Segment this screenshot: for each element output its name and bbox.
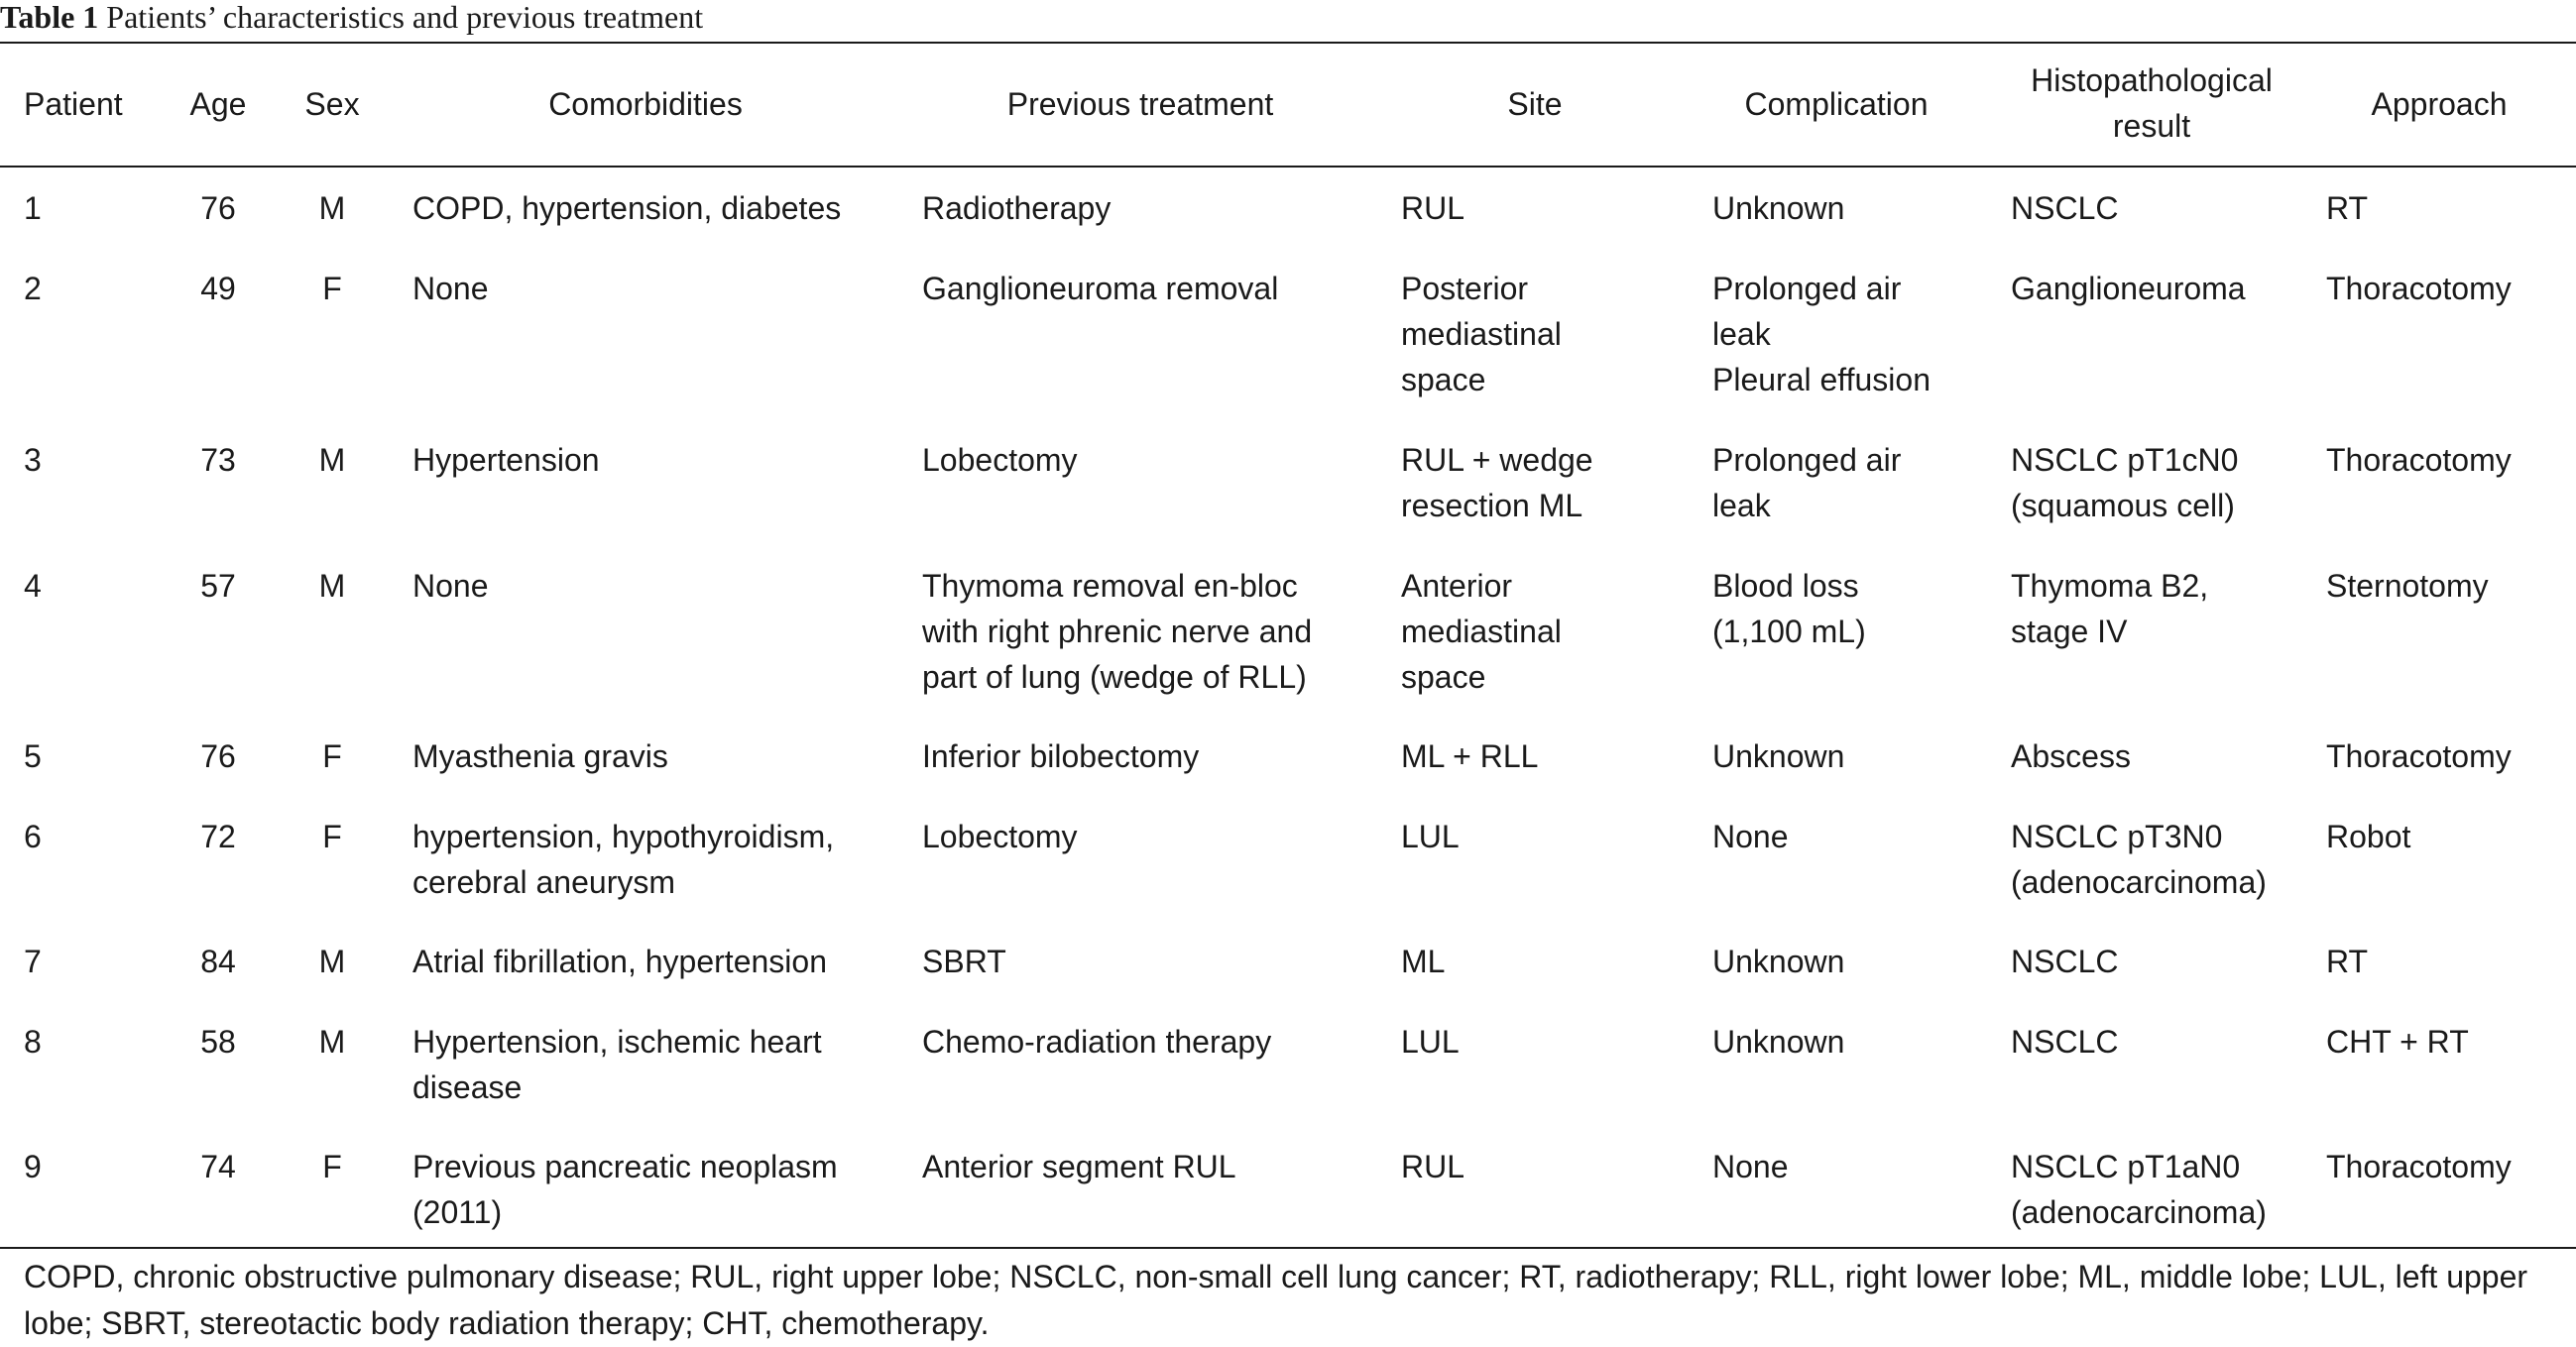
cell-line: CHT + RT [2326,1024,2469,1060]
cell-line: Anterior segment RUL [922,1149,1236,1184]
cell-age [178,437,258,483]
cell-sex [297,733,367,779]
cell-line: Hypertension, ischemic heart [412,1024,822,1060]
cell-line: Previous pancreatic neoplasm [412,1149,838,1184]
cell-line: M [318,944,346,979]
cell-line: COPD, hypertension, diabetes [412,190,842,226]
cell-line: (adenocarcinoma) [2011,1194,2267,1230]
cell-line: 73 [200,442,236,478]
cell-age [178,1019,258,1065]
cell-line: M [318,568,346,604]
cell-site [1401,185,1698,231]
cell-line: hypertension, hypothyroidism, [412,819,835,854]
cell-line: None [412,568,489,604]
cell-comorbidities [412,266,888,311]
cell-line: Pleural effusion [1712,362,1931,397]
cell-line: with right phrenic nerve and [922,614,1313,649]
cell-line: RUL [1401,190,1465,226]
column-header-line: Sex [304,86,360,122]
column-header-line: Age [189,86,247,122]
cell-line: Thymoma B2, [2011,568,2209,604]
cell-comorbidities [412,733,888,779]
cell-line: 57 [200,568,236,604]
cell-line: 76 [200,738,236,774]
cell-comorbidities [412,814,888,905]
cell-line: 1 [24,190,42,226]
cell-line: Abscess [2011,738,2131,774]
cell-line: Thoracotomy [2326,442,2512,478]
cell-histopathological-result [2011,185,2308,231]
cell-line: Anterior [1401,568,1513,604]
cell-sex [297,185,367,231]
column-header-line: Histopathological [2031,62,2273,98]
cell-line: part of lung (wedge of RLL) [922,659,1307,695]
header-rule [0,166,2576,168]
cell-line: Radiotherapy [922,190,1112,226]
cell-previous-treatment [922,939,1388,984]
cell-line: (squamous cell) [2011,488,2235,523]
cell-patient [24,185,163,231]
top-rule [0,42,2576,44]
cell-line: F [322,271,342,306]
column-header-line: Approach [2371,86,2508,122]
cell-histopathological-result [2011,814,2308,905]
cell-complication [1712,437,2000,528]
cell-line: F [322,738,342,774]
cell-line: 9 [24,1149,42,1184]
column-header-line: result [2112,108,2191,144]
cell-line: 8 [24,1024,42,1060]
cell-age [178,939,258,984]
cell-age [178,185,258,231]
column-header-previous-treatment [922,81,1358,127]
cell-line: ML + RLL [1401,738,1539,774]
cell-line: LUL [1401,1024,1460,1060]
cell-line: 74 [200,1149,236,1184]
cell-site [1401,437,1698,528]
cell-line: NSCLC [2011,944,2119,979]
cell-previous-treatment [922,266,1388,311]
cell-previous-treatment [922,1019,1388,1065]
column-header-line: Comorbidities [548,86,743,122]
cell-previous-treatment [922,185,1388,231]
cell-line: (2011) [412,1194,503,1230]
cell-line: F [322,1149,342,1184]
cell-line: 5 [24,738,42,774]
cell-line: RT [2326,944,2369,979]
cell-approach [2326,563,2564,609]
cell-approach [2326,939,2564,984]
cell-line: space [1401,362,1486,397]
cell-line: Ganglioneuroma [2011,271,2246,306]
column-header-line: Patient [24,86,123,122]
cell-comorbidities [412,437,888,483]
cell-line: Unknown [1712,738,1845,774]
cell-line: NSCLC [2011,1024,2119,1060]
cell-line: F [322,819,342,854]
column-header-approach [2320,81,2558,127]
cell-complication [1712,1144,2000,1189]
cell-line: Robot [2326,819,2411,854]
cell-histopathological-result [2011,733,2308,779]
cell-age [178,563,258,609]
column-header-site [1401,81,1669,127]
cell-complication [1712,939,2000,984]
cell-line: LUL [1401,819,1460,854]
cell-patient [24,939,163,984]
cell-line: NSCLC [2011,190,2119,226]
cell-comorbidities [412,1019,888,1110]
cell-sex [297,563,367,609]
cell-site [1401,733,1698,779]
cell-line: Lobectomy [922,442,1078,478]
cell-line: Prolonged air [1712,442,1902,478]
cell-histopathological-result [2011,1144,2308,1235]
cell-line: leak [1712,488,1771,523]
cell-line: Posterior [1401,271,1529,306]
cell-line: 2 [24,271,42,306]
cell-approach [2326,1019,2564,1065]
cell-line: Ganglioneuroma removal [922,271,1279,306]
cell-line: disease [412,1069,523,1105]
cell-line: 58 [200,1024,236,1060]
cell-line: 72 [200,819,236,854]
cell-line: Chemo-radiation therapy [922,1024,1272,1060]
cell-line: 84 [200,944,236,979]
column-header-age [178,81,258,127]
cell-age [178,266,258,311]
cell-patient [24,437,163,483]
cell-line: 7 [24,944,42,979]
cell-patient [24,266,163,311]
cell-sex [297,939,367,984]
cell-patient [24,814,163,859]
cell-line: RT [2326,190,2369,226]
cell-sex [297,266,367,311]
cell-histopathological-result [2011,1019,2308,1065]
cell-line: NSCLC pT1cN0 [2011,442,2239,478]
bottom-rule [0,1247,2576,1249]
cell-previous-treatment [922,437,1388,483]
column-header-line: Site [1507,86,1563,122]
cell-comorbidities [412,939,888,984]
cell-line: 3 [24,442,42,478]
cell-line: 4 [24,568,42,604]
cell-age [178,1144,258,1189]
cell-site [1401,563,1698,700]
cell-sex [297,1019,367,1065]
cell-age [178,814,258,859]
cell-approach [2326,437,2564,483]
cell-site [1401,266,1698,402]
cell-patient [24,733,163,779]
cell-site [1401,939,1698,984]
cell-complication [1712,733,2000,779]
cell-site [1401,1019,1698,1065]
cell-line: None [1712,1149,1789,1184]
column-header-sex [297,81,367,127]
column-header-comorbidities [412,81,878,127]
cell-patient [24,1144,163,1189]
cell-line: Thoracotomy [2326,271,2512,306]
cell-approach [2326,1144,2564,1189]
cell-line: ML [1401,944,1446,979]
cell-line: Atrial fibrillation, hypertension [412,944,827,979]
cell-site [1401,814,1698,859]
column-header-complication [1712,81,1960,127]
cell-line: Prolonged air [1712,271,1902,306]
cell-sex [297,437,367,483]
cell-line: SBRT [922,944,1006,979]
cell-sex [297,1144,367,1189]
table-footnote: COPD, chronic obstructive pulmonary disease; RUL, right upper lobe; NSCLC, non-small cell lung cancer; RT, radiotherapy; RLL, right lower lobe; ML, middle lobe; LUL, left upper lobe; SBRT, stereotactic body radiation therapy; CHT, chemotherapy. [24,1259,2528,1341]
cell-line: Hypertension [412,442,600,478]
cell-line: Inferior bilobectomy [922,738,1200,774]
cell-comorbidities [412,563,888,609]
column-header-line: Previous treatment [1006,86,1274,122]
cell-line: NSCLC pT1aN0 [2011,1149,2241,1184]
cell-line: mediastinal [1401,614,1562,649]
table-caption-text: Patients’ characteristics and previous treatment [106,0,704,35]
cell-line: M [318,442,346,478]
cell-previous-treatment [922,1144,1388,1189]
cell-line: RUL + wedge [1401,442,1593,478]
cell-previous-treatment [922,563,1388,700]
cell-previous-treatment [922,733,1388,779]
cell-line: NSCLC pT3N0 [2011,819,2223,854]
cell-line: M [318,1024,346,1060]
cell-site [1401,1144,1698,1189]
cell-histopathological-result [2011,437,2308,528]
cell-histopathological-result [2011,939,2308,984]
cell-complication [1712,1019,2000,1065]
cell-approach [2326,266,2564,311]
cell-patient [24,563,163,609]
cell-complication [1712,185,2000,231]
cell-line: 76 [200,190,236,226]
cell-line: Unknown [1712,190,1845,226]
cell-line: (1,100 mL) [1712,614,1866,649]
cell-line: (adenocarcinoma) [2011,864,2267,900]
cell-line: Unknown [1712,1024,1845,1060]
table-caption [0,0,703,40]
cell-line: M [318,190,346,226]
cell-complication [1712,563,2000,654]
column-header-line: Complication [1744,86,1929,122]
cell-age [178,733,258,779]
cell-comorbidities [412,1144,888,1235]
cell-line: stage IV [2011,614,2128,649]
cell-complication [1712,814,2000,859]
column-header-patient [24,81,163,127]
cell-approach [2326,814,2564,859]
cell-line: cerebral aneurysm [412,864,675,900]
table-caption-label: Table 1 [0,0,99,35]
cell-sex [297,814,367,859]
cell-line: RUL [1401,1149,1465,1184]
cell-line: Myasthenia gravis [412,738,668,774]
cell-line: Blood loss [1712,568,1859,604]
cell-previous-treatment [922,814,1388,859]
cell-line: Unknown [1712,944,1845,979]
cell-line: Sternotomy [2326,568,2489,604]
cell-line: Thoracotomy [2326,738,2512,774]
cell-line: Thymoma removal en-bloc [922,568,1298,604]
cell-line: leak [1712,316,1771,352]
cell-line: Thoracotomy [2326,1149,2512,1184]
cell-histopathological-result [2011,266,2308,311]
cell-approach [2326,733,2564,779]
cell-comorbidities [412,185,888,231]
cell-line: space [1401,659,1486,695]
cell-line: 49 [200,271,236,306]
cell-line: mediastinal [1401,316,1562,352]
cell-line: Lobectomy [922,819,1078,854]
cell-line: None [1712,819,1789,854]
cell-line: 6 [24,819,42,854]
cell-histopathological-result [2011,563,2308,654]
column-header-histopathological-result [1993,57,2310,149]
cell-line: resection ML [1401,488,1583,523]
cell-approach [2326,185,2564,231]
cell-line: None [412,271,489,306]
cell-patient [24,1019,163,1065]
cell-complication [1712,266,2000,402]
